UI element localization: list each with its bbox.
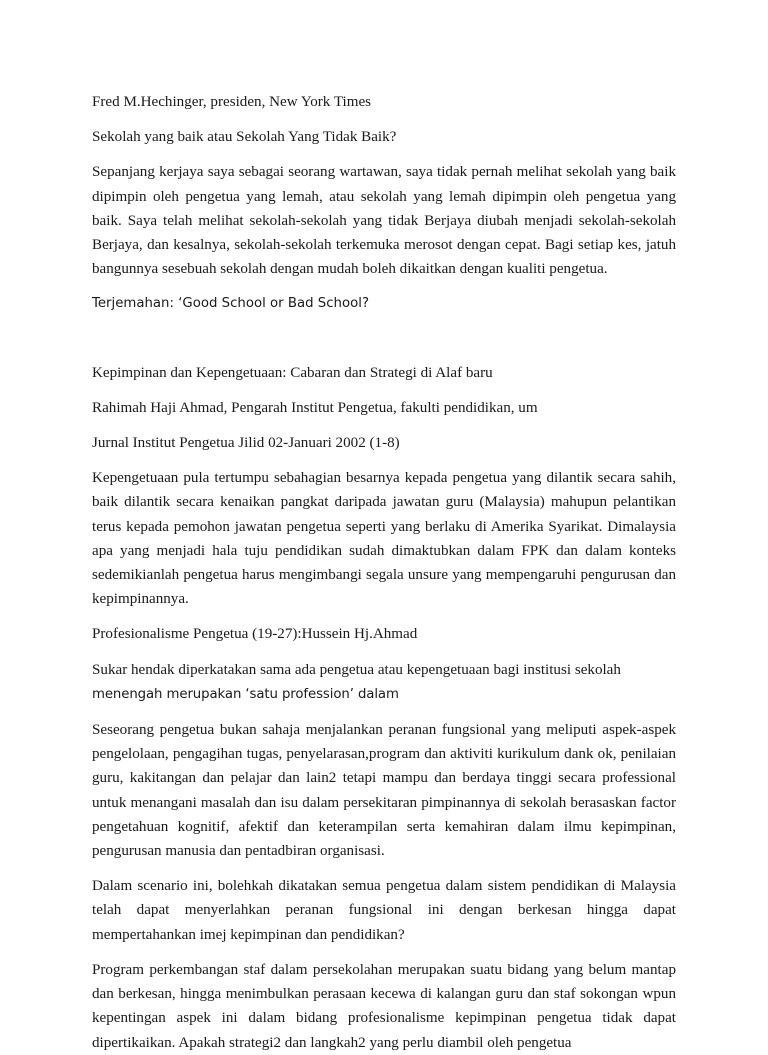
profesionalisme-heading: Profesionalisme Pengetua (19-27):Hussein Hj.Ahmad	[92, 626, 418, 643]
journal-line: Jurnal Institut Pengetua Jilid 02-Januari 2002 (1-8)	[92, 435, 400, 452]
paragraph-program: Program perkembangan staf dalam persekolahan merupakan suatu bidang yang belum mantap dan berkesan, hingga menimbulkan perasaan kecewa di kalangan guru dan staf sokongan wpun kepentingan aspek ini dalam bidang profesionalisme kepimpinan pengetua tidak dapat dipertikaikan. Apakah strategi2 dan langkah2 yang perlu diambil oleh pengetua	[92, 961, 676, 1051]
paragraph-seseorang: Seseorang pengetua bukan sahaja menjalankan peranan fungsional yang meliputi aspek-aspek pengelolaan, pengagihan tugas, penyelarasan,program dan aktiviti kurikulum dank ok, penilaian guru, kakitangan dan pelajar dan lain2 tetapi mampu dan berdaya tinggi secara professional untuk menangani masalah dan isu dalam persekitaran pimpinannya di sekolah berasaskan factor pengetahuan kognitif, afektif dan keterampilan serta kemahiran dalam ilmu kepimpinan, pengurusan manusia dan pentadbiran organisasi.	[92, 722, 676, 860]
author-line: Fred M.Hechinger, presiden, New York Times	[92, 94, 372, 110]
paragraph-kepengetuaan: Kepengetuaan pula tertumpu sebahagian besarnya kepada pengetua yang dilantik secara sahih, baik dilantik secara kenaikan pangkat daripada jawatan guru (Malaysia) mahupun pelantikan terus kepada pemohon jawatan pengetua seperti yang berlaku di Amerika Syarikat. Dimalaysia apa yang menjadi hala tuju pendidikan sudah dimaktubkan dalam FPK dan dalam konteks sedemikianlah pengetua harus mengimbangi segala unsure yang mempengaruhi pengurusan dan kepimpinannya.	[92, 470, 676, 608]
section-title: Kepimpinan dan Kepengetuaan: Cabaran dan Strategi di Alaf baru	[92, 364, 493, 381]
paragraph-sukar-serif: Sukar hendak diperkatakan sama ada pengetua atau kepengetuaan bagi institusi sekolah	[92, 661, 621, 678]
spacer	[92, 328, 676, 361]
section-author: Rahimah Haji Ahmad, Pengarah Institut Pengetua, fakulti pendidikan, um	[92, 399, 538, 416]
paragraph-dalam-scenario: Dalam scenario ini, bolehkah dikatakan semua pengetua dalam sistem pendidikan di Malaysia telah dapat menyerlahkan peranan fungsional ini dengan berkesan hingga dapat mempertahankan imej kepimpinan dan pendidikan?	[92, 878, 676, 943]
paragraph-sukar	[92, 658, 676, 707]
translation-line: Terjemahan: ‘Good School or Bad School?	[92, 296, 370, 312]
paragraph-quote: Sepanjang kerjaya saya sebagai seorang wartawan, saya tidak pernah melihat sekolah yang baik dipimpin oleh pengetua yang lemah, atau sekolah yang lemah dipimpin oleh pengetua yang baik. Saya telah melihat sekolah-sekolah yang tidak Berjaya diubah menjadi sekolah-sekolah Berjaya, dan kesalnya, sekolah-sekolah terkemuka merosot dengan cepat. Bagi setiap kes, jatuh bangunnya sesebuah sekolah dengan mudah boleh dikaitkan dengan kualiti pengetua.	[92, 164, 676, 278]
title-line: Sekolah yang baik atau Sekolah Yang Tidak Baik?	[92, 129, 397, 146]
paragraph-sukar-sans: menengah merupakan ‘satu profession’ dalam	[92, 686, 399, 702]
